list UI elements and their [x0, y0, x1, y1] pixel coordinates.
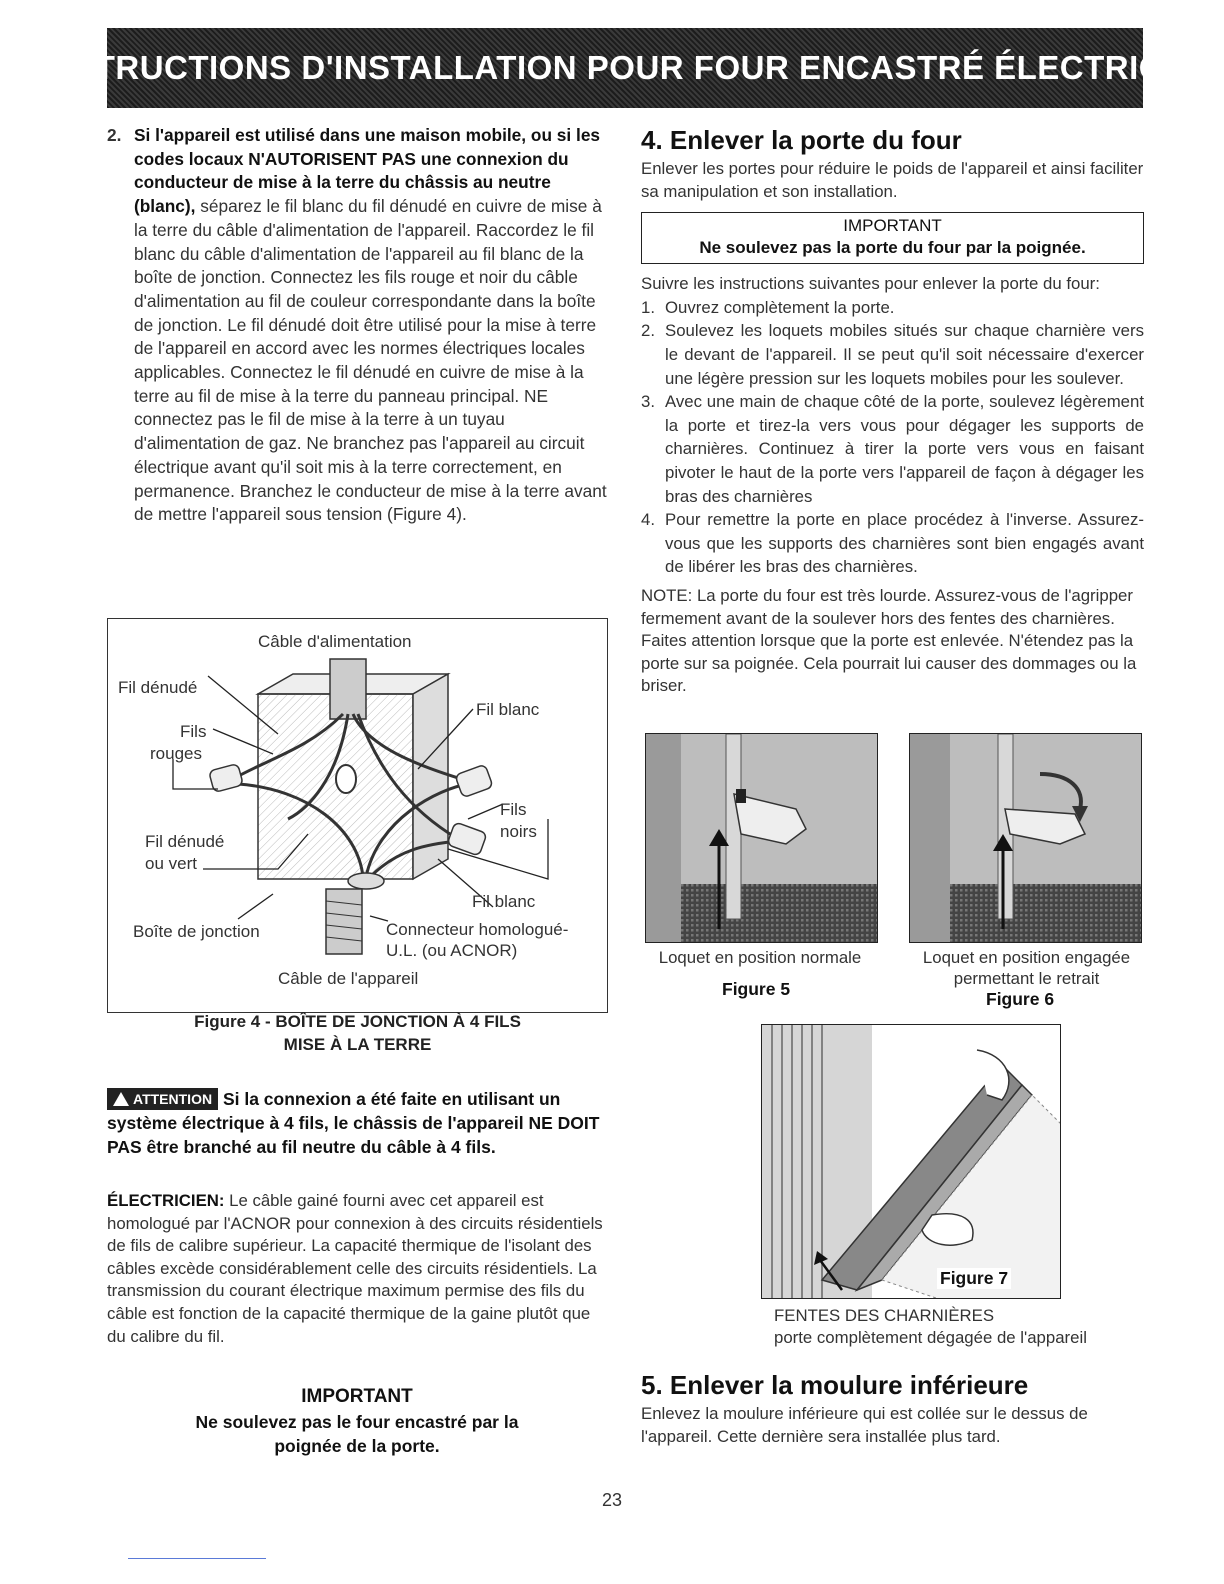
step-2-bold: Si l'appareil est utilisé dans une maison mobile, ou si les codes locaux N'AUTORISENT PAS une connexion du conducteur de mise à la terre du châssis au neutre (blanc),: [134, 125, 601, 217]
section-5-text: Enlevez la moulure inférieure qui est collée sur le dessus de l'appareil. Cette dernière sera installée plus tard.: [641, 1404, 1088, 1446]
label-bare-green-1: Fil dénudé: [145, 832, 225, 851]
label-bare-green-2: ou vert: [145, 854, 197, 873]
attention-badge: [107, 1088, 218, 1110]
figure-4-caption: [107, 1010, 608, 1056]
figure-4: [107, 618, 608, 1013]
list-item: [641, 508, 1144, 579]
label-white-wire-bottom: Fil blanc: [472, 892, 536, 911]
appliance-conduit: [326, 889, 362, 954]
figure-5-image: [645, 733, 878, 943]
section-5-heading: 5. Enlever la moulure inférieure: [641, 1370, 1029, 1400]
page-title: INSTRUCTIONS D'INSTALLATION POUR FOUR ENCASTRÉ ÉLECTRIQUE: [38, 49, 1212, 86]
figure-4-caption-line2: MISE À LA TERRE: [283, 1035, 432, 1054]
list-item-text: Avec une main de chaque côté de la porte, soulevez légèrement la porte et tirez-la vers vous pour dégager les supports de charnières. Continuez à tirer la porte vers vous en faisant pivoter le haut de la porte vers l'appareil de façon à dégager les bras des charnières: [665, 392, 1144, 506]
label-red-wires-1: Fils: [180, 722, 207, 741]
label-white-wire-top: Fil blanc: [476, 700, 540, 719]
list-item: [641, 319, 1144, 390]
door-removal-illustration: [762, 1025, 1061, 1299]
section-4-heading: 4. Enlever la porte du four: [641, 125, 962, 155]
list-item: [641, 296, 1144, 320]
latch-engaged-illustration: [910, 734, 1142, 943]
list-item-text: Pour remettre la porte en place procédez à l'inverse. Assurez-vous que les supports des charnières sont bien engagés avant de libérer les bras des charnières.: [665, 510, 1144, 577]
important-left-line2: poignée de la porte.: [274, 1436, 440, 1456]
figure-6-label: Figure 6: [986, 989, 1055, 1009]
figure-7-label: Figure 7: [937, 1268, 1011, 1289]
white-wire-nut: [455, 764, 493, 797]
step-number: 2.: [107, 125, 122, 145]
power-cable-conduit: [330, 659, 366, 719]
footer-rule: [128, 1558, 266, 1559]
attention-label: ATTENTION: [133, 1091, 213, 1107]
section-5: [641, 1369, 1144, 1448]
electrician-text: Le câble gainé fourni avec cet appareil est homologué par l'ACNOR pour connexion à des circuits résidentiels de fils de calibre supérieur. La capacité thermique de l'isolant des câbles excède considérablement celle des circuits résidentiels. La transmission du courant électrique maximum permise des fils du câble est fonction de la capacité thermique de la gaine plutôt que du calibre du fil.: [107, 1191, 603, 1346]
electrician-note: [107, 1190, 607, 1348]
latch-normal-illustration: [646, 734, 878, 943]
figure-6-image: [909, 733, 1142, 943]
list-item-number: 1.: [641, 297, 655, 317]
knockout: [348, 873, 384, 889]
figure-7-image: [761, 1024, 1061, 1299]
label-connector-2: U.L. (ou ACNOR): [386, 941, 518, 960]
important-box-text: Ne soulevez pas la porte du four par la poignée.: [699, 238, 1086, 258]
step-2-text: séparez le fil blanc du fil dénudé en cuivre de mise à la terre du câble d'alimentation de l'appareil. Raccordez le fil blanc du câble d'alimentation de l'appareil au fil blanc de la boîte de jonction. Connectez les fils rouge et noir du câble d'alimentation au fil de couleur correspondante dans la boîte de jonction. Le fil dénudé doit être utilisé pour la mise à terre de l'appareil en accord avec les normes électriques locales applicables. Connectez le fil dénudé en cuivre de mise à la terre au fil de mise à la terre du panneau principal. NE connectez pas le fil de mise à la terre à un tuyau d'alimentation de gaz. Ne branchez pas l'appareil au circuit électrique avant qu'il soit mis à la terre correctement, en permanence. Branchez le conducteur de mise à la terre avant de mettre l'appareil sous tension (Figure 4).: [134, 196, 607, 525]
list-item-text: Soulevez les loquets mobiles situés sur chaque charnière vers le devant de l'appareil. Il se peut qu'il soit nécessaire d'exercer une légère pression sur les loquets mobiles pour les soulever.: [665, 321, 1144, 388]
door-note: NOTE: La porte du four est très lourde. Assurez-vous de l'agripper fermement avant de la soulever hors des fentes des charnières. Faites attention lorsque que la porte est enlevée. N'étendez pas la porte sur sa poignée. Cela pourrait lui causer des dommages ou la briser.: [641, 585, 1137, 696]
step-2: [107, 124, 607, 527]
important-box-title: IMPORTANT: [843, 216, 942, 236]
electrician-label: ÉLECTRICIEN:: [107, 1191, 225, 1210]
important-left: [107, 1384, 607, 1458]
warning-block: [107, 1087, 607, 1159]
removal-steps: [641, 296, 1144, 579]
list-item-number: 3.: [641, 392, 655, 412]
ground-loop: [336, 765, 356, 793]
section-4-intro: Enlever les portes pour réduire le poids de l'appareil et ainsi faciliter sa manipulation et son installation.: [641, 159, 1144, 201]
label-power-cable: Câble d'alimentation: [258, 632, 412, 651]
label-connector-1: Connecteur homologué-: [386, 920, 569, 939]
figure-6-caption-2: permettant le retrait: [953, 969, 1100, 988]
figure-5-label: Figure 5: [722, 979, 791, 999]
figure-5-caption: Loquet en position normale: [658, 948, 862, 967]
label-bare-wire: Fil dénudé: [118, 678, 198, 697]
important-left-title: IMPORTANT: [301, 1386, 413, 1407]
list-item: [641, 390, 1144, 508]
list-item-text: Ouvrez complètement la porte.: [665, 297, 895, 317]
red-wire-nut: [209, 763, 244, 792]
step-2-body: [134, 124, 607, 527]
left-column: [107, 124, 607, 527]
section-4-lead: Suivre les instructions suivantes pour enlever la porte du four:: [641, 274, 1100, 294]
important-box: [641, 212, 1144, 264]
right-column: [641, 124, 1144, 698]
figure-7-caption-1: FENTES DES CHARNIÈRES: [774, 1306, 995, 1325]
list-item-number: 4.: [641, 510, 655, 530]
label-red-wires-2: rouges: [150, 744, 202, 763]
important-left-line1: Ne soulevez pas le four encastré par la: [195, 1412, 519, 1432]
label-black-wires-1: Fils: [500, 800, 527, 819]
page-header-banner: [38, 28, 1212, 108]
figure-6-caption-1: Loquet en position engagée: [922, 948, 1131, 967]
label-black-wires-2: noirs: [500, 822, 537, 841]
figure-7-caption-2: porte complètement dégagée de l'appareil: [774, 1328, 1087, 1347]
page-number: 23: [601, 1490, 623, 1510]
list-item-number: 2.: [641, 321, 655, 341]
warning-text: Si la connexion a été faite en utilisant un système électrique à 4 fils, le châssis de l'appareil NE DOIT PAS être branché au fil neutre du câble à 4 fils.: [107, 1089, 600, 1157]
figure-4-caption-line1: Figure 4 - BOÎTE DE JONCTION À 4 FILS: [194, 1012, 521, 1031]
label-junction-box: Boîte de jonction: [133, 922, 260, 941]
warning-triangle-icon: [113, 1092, 129, 1106]
label-appliance-cable: Câble de l'appareil: [278, 969, 419, 988]
